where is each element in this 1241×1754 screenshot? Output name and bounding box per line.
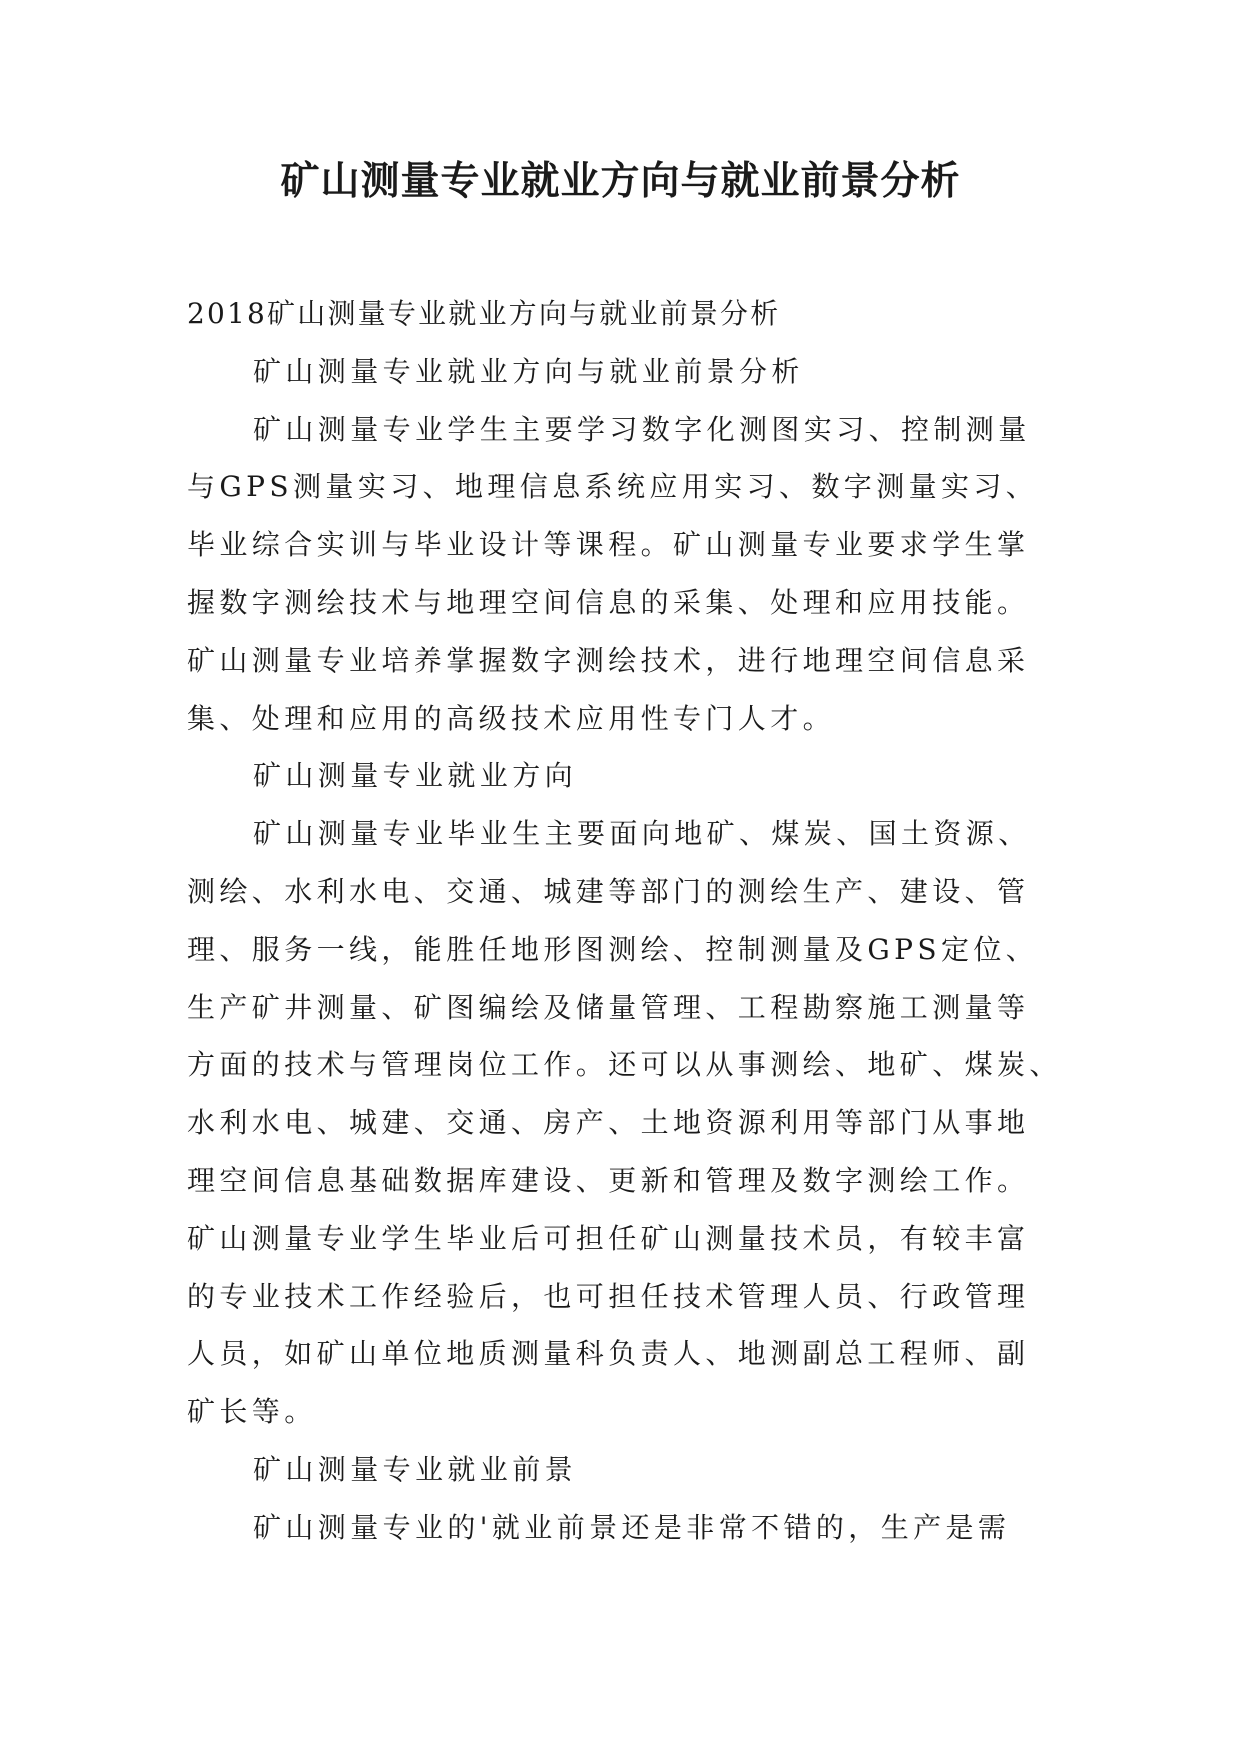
body-line: 人员，如矿山单位地质测量科负责人、地测副总工程师、副 — [187, 1337, 1030, 1371]
body-line: 与GPS测量实习、地理信息系统应用实习、数字测量实习、 — [187, 470, 1039, 504]
body-line: 矿山测量专业毕业生主要面向地矿、煤炭、国土资源、 — [253, 817, 1031, 851]
body-line: 集、处理和应用的高级技术应用性专门人才。 — [187, 701, 836, 735]
body-line: 测绘、水利水电、交通、城建等部门的测绘生产、建设、管 — [187, 874, 1030, 908]
body-line: 的专业技术工作经验后，也可担任技术管理人员、行政管理 — [187, 1279, 1030, 1313]
body-line: 毕业综合实训与毕业设计等课程。矿山测量专业要求学生掌 — [187, 528, 1030, 562]
body-line: 理空间信息基础数据库建设、更新和管理及数字测绘工作。 — [187, 1163, 1030, 1197]
body-line: 矿山测量专业学生主要学习数字化测图实习、控制测量 — [253, 412, 1031, 446]
body-line: 矿山测量专业培养掌握数字测绘技术，进行地理空间信息采 — [187, 643, 1030, 677]
document-title: 矿山测量专业就业方向与就业前景分析 — [280, 159, 961, 204]
body-line: 矿山测量专业就业方向 — [253, 759, 578, 793]
body-line: 矿长等。 — [187, 1395, 317, 1429]
body-line: 握数字测绘技术与地理空间信息的采集、处理和应用技能。 — [187, 585, 1030, 619]
body-line: 2018矿山测量专业就业方向与就业前景分析 — [187, 297, 781, 330]
body-line: 矿山测量专业就业前景 — [253, 1452, 578, 1486]
body-line: 矿山测量专业的'就业前景还是非常不错的，生产是需 — [253, 1510, 1011, 1544]
body-line: 矿山测量专业就业方向与就业前景分析 — [253, 354, 804, 388]
body-line: 理、服务一线，能胜任地形图测绘、控制测量及GPS定位、 — [187, 932, 1039, 966]
body-line: 水利水电、城建、交通、房产、土地资源利用等部门从事地 — [187, 1106, 1030, 1140]
document-body — [187, 285, 1062, 1557]
body-line: 生产矿井测量、矿图编绘及储量管理、工程勘察施工测量等 — [187, 990, 1030, 1024]
body-line: 方面的技术与管理岗位工作。还可以从事测绘、地矿、煤炭、 — [187, 1048, 1062, 1082]
body-line: 矿山测量专业学生毕业后可担任矿山测量技术员，有较丰富 — [187, 1221, 1030, 1255]
